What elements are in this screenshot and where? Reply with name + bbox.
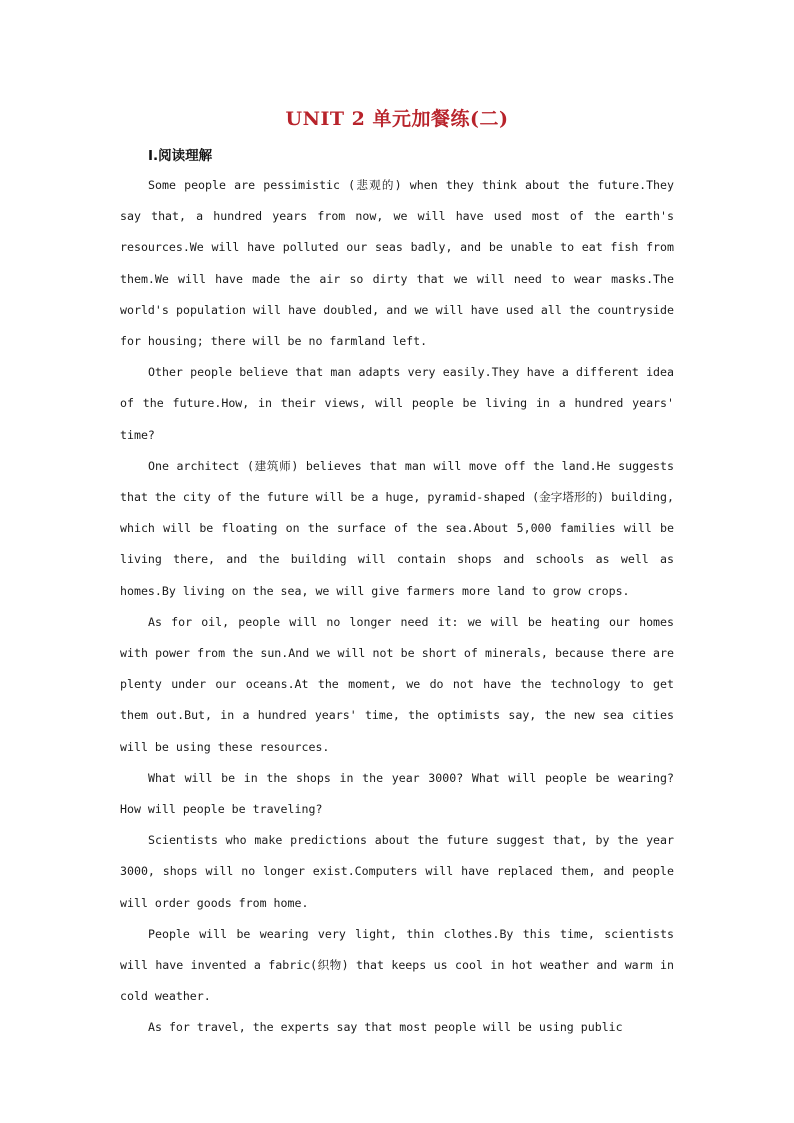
paragraph-4: As for oil, people will no longer need it: we will be heating our homes with power from the sun.And we will not be short of minerals, because there are plenty under our oceans.At the moment, we do not have the technology to get them out.But, in a hundred years' time, the optimists say, the new sea cities will be using these resources. — [120, 614, 674, 754]
page-title: UNIT 2 单元加餐练(二) — [285, 108, 509, 130]
paragraph-6: Scientists who make predictions about the future suggest that, by the year 3000, shops will no longer exist.Computers will have replaced them, and people will order goods from home. — [120, 833, 674, 910]
reading-passage — [120, 170, 674, 1044]
paragraph-5: What will be in the shops in the year 3000? What will people be wearing? How will people be traveling? — [120, 770, 674, 817]
paragraph-7: People will be wearing very light, thin clothes.By this time, scientists will have invented a fabric(织物) that keeps us cool in hot weather and warm in cold weather. — [120, 926, 674, 1004]
paragraph-2: Other people believe that man adapts very easily.They have a different idea of the future.How, in their views, will people be living in a hundred years' time? — [120, 365, 674, 442]
paragraph-8: As for travel, the experts say that most people will be using public — [148, 1020, 623, 1035]
section-heading-reading: Ⅰ.阅读理解 — [148, 148, 213, 164]
paragraph-1: Some people are pessimistic (悲观的) when they think about the future.They say that, a hundred years from now, we will have used most of the earth's resources.We will have polluted our seas badly, and be unable to eat fish from them.We will have made the air so dirty that we will need to wear masks.The world's population will have doubled, and we will have used all the countryside for housing; there will be no farmland left. — [120, 178, 674, 349]
paragraph-3: One architect (建筑师) believes that man will move off the land.He suggests that the city of the future will be a huge, pyramid-shaped (金字塔形的) building, which will be floating on the surface of the sea.About 5,000 families will be living there, and the building will contain shops and schools as well as homes.By living on the sea, we will give farmers more land to grow crops. — [120, 458, 674, 598]
